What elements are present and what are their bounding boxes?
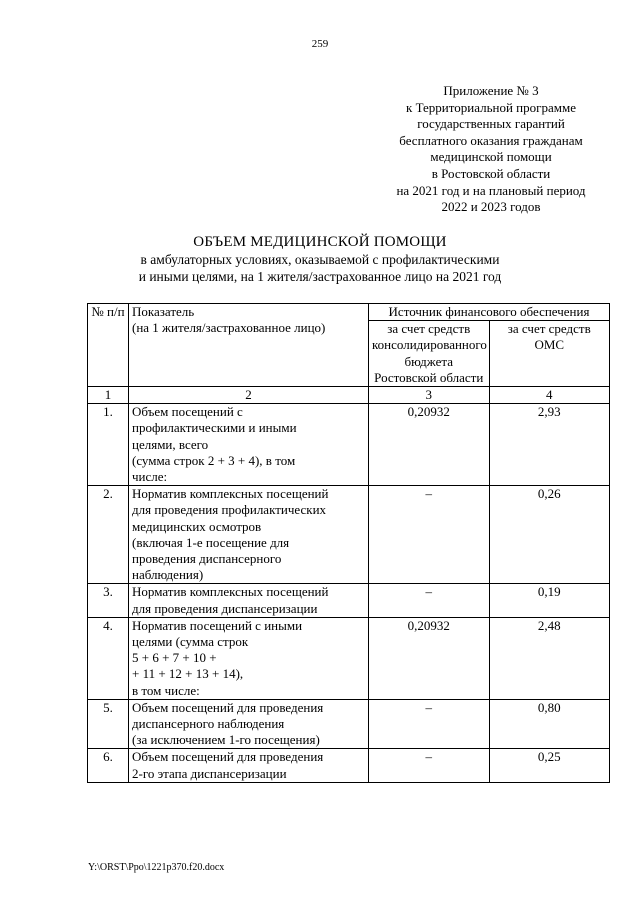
row-number: 6. — [88, 749, 129, 782]
row-oms-value: 0,19 — [489, 584, 610, 617]
indicator-line: профилактическими и иными — [132, 420, 297, 436]
header-num: № п/п — [88, 304, 129, 387]
indicator-line: целями (сумма строк — [132, 634, 249, 650]
table-row — [88, 486, 610, 584]
header-oms: за счет средств ОМС — [489, 321, 610, 387]
table-row — [88, 584, 610, 617]
appendix-line: к Территориальной программе — [406, 99, 576, 115]
indicator-line: целями, всего — [132, 436, 209, 452]
row-indicator — [129, 584, 369, 617]
row-oms-value: 2,48 — [489, 617, 610, 699]
title-subtitle-line: в амбулаторных условиях, оказываемой с профилактическими — [140, 252, 500, 267]
indicator-line: Объем посещений с — [132, 404, 243, 420]
col-number: 2 — [129, 387, 369, 404]
col-number: 3 — [369, 387, 490, 404]
document-title — [0, 234, 640, 285]
header-budget: за счет средств консолидированного бюджета Ростовской области — [369, 321, 490, 387]
indicator-line: 5 + 6 + 7 + 10 + — [132, 650, 217, 666]
table-row — [88, 749, 610, 782]
appendix-line: Приложение № 3 — [443, 83, 539, 98]
appendix-line: 2022 и 2023 годов — [441, 199, 541, 215]
header-indicator: Показатель (на 1 жителя/застрахованное лицо) — [129, 304, 369, 387]
row-budget-value: – — [369, 699, 490, 749]
indicator-line: числе: — [132, 469, 168, 485]
indicator-line: Объем посещений для проведения — [132, 699, 324, 715]
appendix-line: государственных гарантий — [417, 116, 565, 132]
indicator-line: Объем посещений для проведения — [132, 749, 324, 765]
col-number: 1 — [88, 387, 129, 404]
row-budget-value: 0,20932 — [369, 617, 490, 699]
row-indicator — [129, 617, 369, 699]
indicator-line: + 11 + 12 + 13 + 14), — [132, 666, 244, 682]
row-indicator — [129, 749, 369, 782]
file-path-footer: Y:\ORST\Ppo\1221p370.f20.docx — [88, 862, 225, 873]
indicator-line: Норматив комплексных посещений — [132, 486, 329, 502]
indicator-line: наблюдения) — [132, 567, 204, 583]
indicator-line: медицинских осмотров — [132, 518, 262, 534]
indicator-line: диспансерного наблюдения — [132, 716, 285, 732]
indicator-line: Норматив посещений с иными — [132, 617, 303, 633]
indicator-line: Норматив комплексных посещений — [132, 584, 329, 600]
row-number: 4. — [88, 617, 129, 699]
row-oms-value: 0,80 — [489, 699, 610, 749]
indicator-line: проведения диспансерного — [132, 551, 282, 567]
table-body — [88, 404, 610, 783]
header-funding-source: Источник финансового обеспечения — [369, 304, 610, 321]
appendix-line: в Ростовской области — [431, 165, 551, 181]
title-subtitle-line: и иными целями, на 1 жителя/застрахованное лицо на 2021 год — [138, 269, 502, 284]
appendix-line: медицинской помощи — [430, 149, 552, 165]
appendix-line: бесплатного оказания гражданам — [399, 132, 583, 148]
page-number: 259 — [311, 38, 329, 50]
table-row — [88, 699, 610, 749]
row-number: 2. — [88, 486, 129, 584]
row-indicator — [129, 404, 369, 486]
appendix-line: на 2021 год и на плановый период — [396, 182, 586, 198]
row-budget-value: – — [369, 486, 490, 584]
indicator-line: (за исключением 1-го посещения) — [132, 732, 320, 748]
row-budget-value: – — [369, 749, 490, 782]
indicator-line: (включая 1-е посещение для — [132, 534, 290, 550]
indicator-line: для проведения диспансеризации — [132, 600, 318, 616]
row-number: 5. — [88, 699, 129, 749]
col-number: 4 — [489, 387, 610, 404]
title-main: ОБЪЕМ МЕДИЦИНСКОЙ ПОМОЩИ — [193, 234, 447, 250]
row-budget-value: 0,20932 — [369, 404, 490, 486]
appendix-header — [366, 83, 616, 216]
row-number: 1. — [88, 404, 129, 486]
row-oms-value: 0,26 — [489, 486, 610, 584]
table-row — [88, 617, 610, 699]
row-number: 3. — [88, 584, 129, 617]
row-oms-value: 2,93 — [489, 404, 610, 486]
row-indicator — [129, 699, 369, 749]
indicator-line: в том числе: — [132, 682, 200, 698]
row-budget-value: – — [369, 584, 490, 617]
table-row — [88, 404, 610, 486]
indicator-line: (сумма строк 2 + 3 + 4), в том — [132, 452, 296, 468]
indicator-line: 2-го этапа диспансеризации — [132, 765, 287, 781]
row-indicator — [129, 486, 369, 584]
indicator-line: для проведения профилактических — [132, 502, 327, 518]
volume-table — [87, 303, 610, 783]
row-oms-value: 0,25 — [489, 749, 610, 782]
